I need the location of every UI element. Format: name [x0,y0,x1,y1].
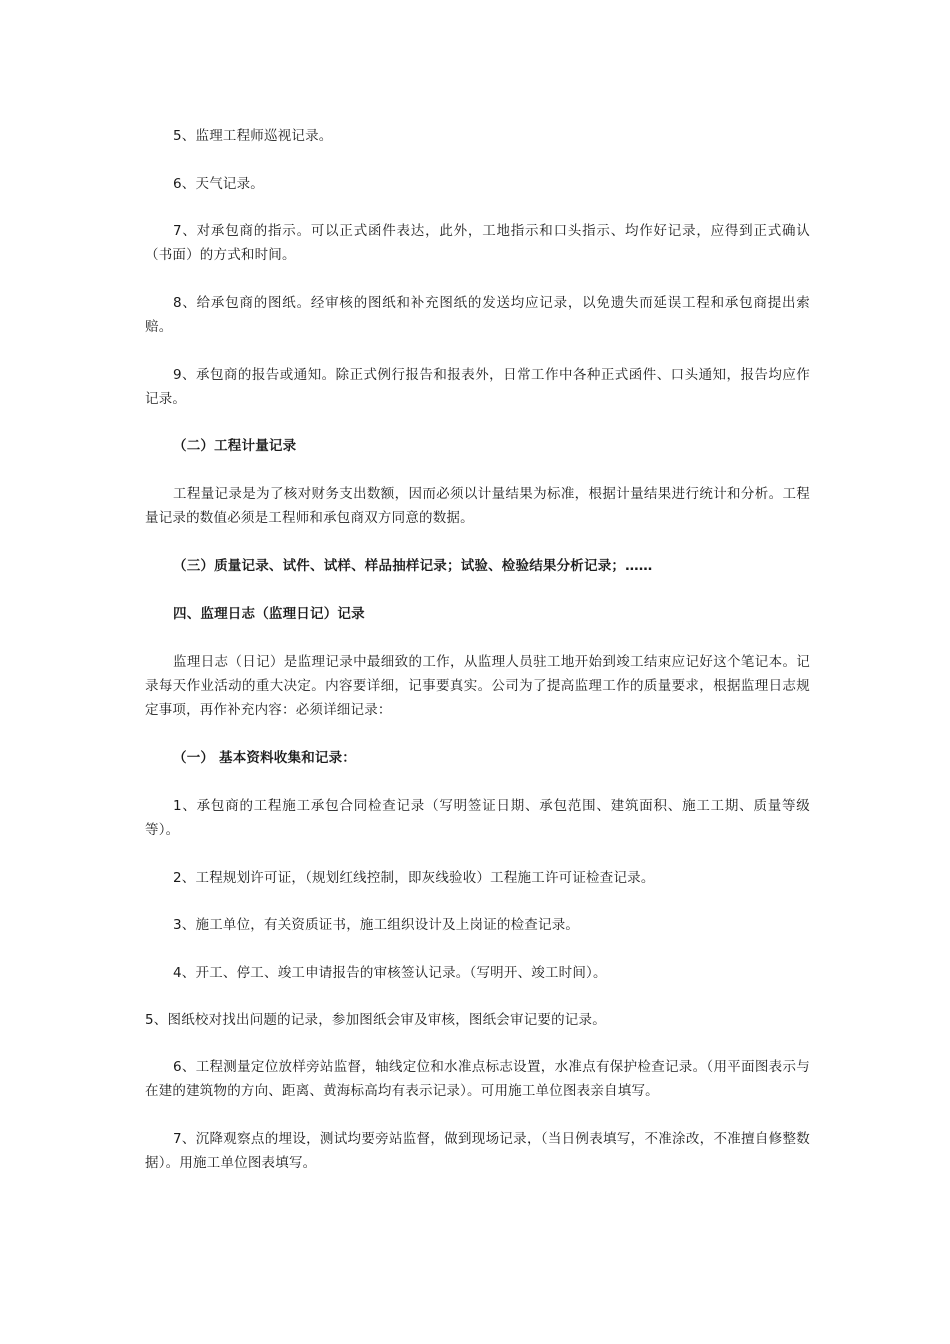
section-heading-supervision-log: 四、监理日志（监理日记）记录 [173,606,365,622]
section-heading-basic-data: （一） 基本资料收集和记录： [173,750,356,766]
paragraph-item-7-settlement: 7、沉降观察点的埋设，测试均要旁站监督，做到现场记录，（当日例表填写，不准涂改，不准擅自修整数据）。用施工单位图表填写。 [145,1131,810,1171]
paragraph-item-7-instructions: 7、对承包商的指示。可以正式函件表达，此外，工地指示和口头指示、均作好记录，应得到正式确认（书面）的方式和时间。 [145,223,810,263]
paragraph-item-1-contract: 1、承包商的工程施工承包合同检查记录（写明签证日期、承包范围、建筑面积、施工工期、质量等级等）。 [145,798,810,838]
paragraph-item-3-qualification: 3、施工单位，有关资质证书，施工组织设计及上岗证的检查记录。 [173,917,580,933]
paragraph-item-2-permit: 2、工程规划许可证，（规划红线控制，即灰线验收）工程施工许可证检查记录。 [173,870,655,886]
paragraph-item-6-weather: 6、天气记录。 [173,176,264,192]
paragraph-item-4-start-stop: 4、开工、停工、竣工申请报告的审核签认记录。（写明开、竣工时间）。 [173,965,607,981]
paragraph-item-9-reports: 9、承包商的报告或通知。除正式例行报告和报表外，日常工作中各种正式函件、口头通知，报告均应作记录。 [145,367,810,407]
paragraph-item-8-drawings: 8、给承包商的图纸。经审核的图纸和补充图纸的发送均应记录，以免遗失而延误工程和承包商提出索赔。 [145,295,810,335]
paragraph-item-6-survey: 6、工程测量定位放样旁站监督，轴线定位和水准点标志设置，水准点有保护检查记录。（用平面图表示与在建的建筑物的方向、距离、黄海标高均有表示记录）。可用施工单位图表亲自填写。 [145,1059,810,1099]
paragraph-supervision-log: 监理日志（日记）是监理记录中最细致的工作，从监理人员驻工地开始到竣工结束应记好这个笔记本。记录每天作业活动的重大决定。内容要详细，记事要真实。公司为了提高监理工作的质量要求，根据监理日志规定事项，再作补充内容：必须详细记录： [145,654,810,718]
section-heading-quality-record: （三）质量记录、试件、试样、样品抽样记录；试验、检验结果分析记录；…… [173,558,653,574]
paragraph-item-5-drawing-check: 5、图纸校对找出问题的记录，参加图纸会审及审核，图纸会审记要的记录。 [145,1012,606,1028]
paragraph-quantity-record: 工程量记录是为了核对财务支出数额，因而必须以计量结果为标准，根据计量结果进行统计和分析。工程量记录的数值必须是工程师和承包商双方同意的数据。 [145,486,810,526]
paragraph-item-5-inspection: 5、监理工程师巡视记录。 [173,128,333,144]
section-heading-quantity-record: （二）工程计量记录 [173,438,297,454]
